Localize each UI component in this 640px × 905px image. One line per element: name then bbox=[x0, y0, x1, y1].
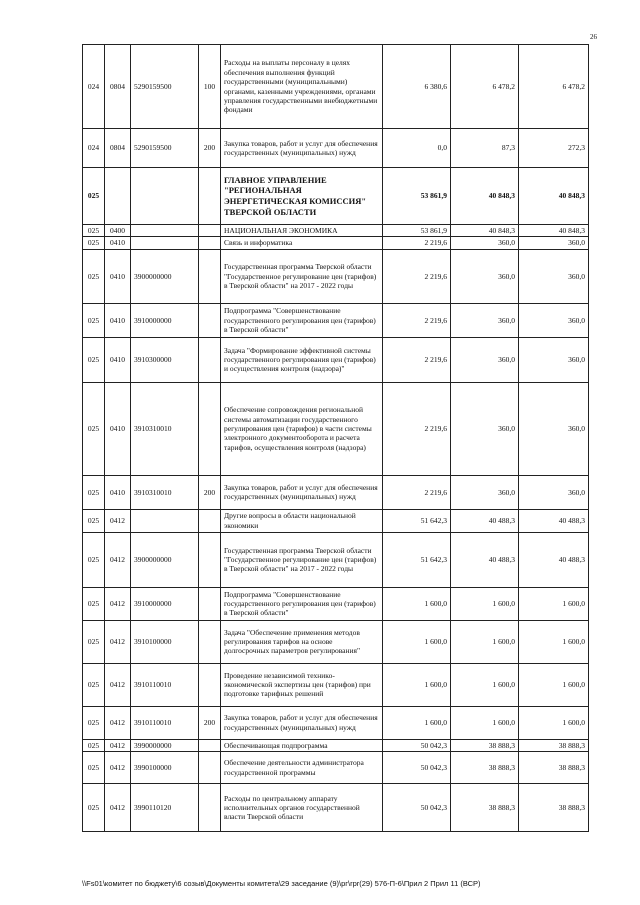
subsection-code-cell: 0412 bbox=[105, 532, 131, 587]
subsection-code-cell: 0412 bbox=[105, 663, 131, 706]
target-article-cell: 3990110120 bbox=[131, 784, 199, 832]
expense-type-cell bbox=[199, 225, 221, 237]
expense-type-cell: 100 bbox=[199, 45, 221, 129]
section-code-cell: 025 bbox=[83, 475, 105, 509]
amount-year3-cell: 6 478,2 bbox=[519, 45, 589, 129]
table-row bbox=[83, 303, 589, 337]
target-article-cell: 3910300000 bbox=[131, 337, 199, 382]
subsection-code-cell: 0412 bbox=[105, 752, 131, 784]
amount-year2-cell: 87,3 bbox=[451, 129, 519, 168]
subsection-code-cell: 0412 bbox=[105, 620, 131, 663]
table-row bbox=[83, 249, 589, 303]
target-article-cell: 3990000000 bbox=[131, 739, 199, 751]
subsection-code-cell: 0804 bbox=[105, 45, 131, 129]
item-name-cell: Расходы на выплаты персоналу в целях обеспечения выполнения функций государственными (муниципальными) органами, казенными учреждениями, органами управления государственными внебюджетными фондами bbox=[221, 45, 383, 129]
table-row bbox=[83, 706, 589, 739]
amount-year2-cell: 38 888,3 bbox=[451, 784, 519, 832]
item-name-cell: Государственная программа Тверской области "Государственное регулирование цен (тарифов) в Тверской области" на 2017 - 2022 годы bbox=[221, 532, 383, 587]
amount-year1-cell: 51 642,3 bbox=[383, 532, 451, 587]
expense-type-cell bbox=[199, 752, 221, 784]
table-row bbox=[83, 168, 589, 225]
table-body bbox=[83, 45, 589, 832]
section-code-cell: 025 bbox=[83, 168, 105, 225]
expense-type-cell bbox=[199, 739, 221, 751]
amount-year3-cell: 38 888,3 bbox=[519, 784, 589, 832]
amount-year2-cell: 40 848,3 bbox=[451, 225, 519, 237]
section-code-cell: 025 bbox=[83, 532, 105, 587]
section-code-cell: 025 bbox=[83, 663, 105, 706]
page-number: 26 bbox=[590, 33, 597, 41]
expense-type-cell: 200 bbox=[199, 475, 221, 509]
item-name-cell: Задача "Формирование эффективной системы государственного регулирования цен (тарифов) и осуществления контроля (надзора)" bbox=[221, 337, 383, 382]
amount-year2-cell: 38 888,3 bbox=[451, 739, 519, 751]
amount-year1-cell: 2 219,6 bbox=[383, 337, 451, 382]
subsection-code-cell: 0410 bbox=[105, 337, 131, 382]
target-article-cell: 5290159500 bbox=[131, 129, 199, 168]
subsection-code-cell: 0804 bbox=[105, 129, 131, 168]
target-article-cell: 3910100000 bbox=[131, 620, 199, 663]
target-article-cell bbox=[131, 225, 199, 237]
amount-year3-cell: 360,0 bbox=[519, 382, 589, 475]
target-article-cell: 3910000000 bbox=[131, 303, 199, 337]
amount-year1-cell: 2 219,6 bbox=[383, 303, 451, 337]
item-name-cell: Закупка товаров, работ и услуг для обеспечения государственных (муниципальных) нужд bbox=[221, 706, 383, 739]
item-name-cell: ГЛАВНОЕ УПРАВЛЕНИЕ "РЕГИОНАЛЬНАЯ ЭНЕРГЕТИЧЕСКАЯ КОМИССИЯ" ТВЕРСКОЙ ОБЛАСТИ bbox=[221, 168, 383, 225]
amount-year2-cell: 360,0 bbox=[451, 237, 519, 249]
amount-year1-cell: 1 600,0 bbox=[383, 706, 451, 739]
section-code-cell: 024 bbox=[83, 45, 105, 129]
amount-year1-cell: 50 042,3 bbox=[383, 752, 451, 784]
target-article-cell: 3900000000 bbox=[131, 249, 199, 303]
subsection-code-cell: 0410 bbox=[105, 475, 131, 509]
amount-year2-cell: 360,0 bbox=[451, 475, 519, 509]
section-code-cell: 025 bbox=[83, 587, 105, 620]
subsection-code-cell: 0410 bbox=[105, 237, 131, 249]
item-name-cell: Государственная программа Тверской области "Государственное регулирование цен (тарифов) в Тверской области" на 2017 - 2022 годы bbox=[221, 249, 383, 303]
expense-type-cell bbox=[199, 532, 221, 587]
amount-year2-cell: 38 888,3 bbox=[451, 752, 519, 784]
amount-year2-cell: 40 488,3 bbox=[451, 532, 519, 587]
subsection-code-cell bbox=[105, 168, 131, 225]
amount-year3-cell: 40 488,3 bbox=[519, 509, 589, 532]
amount-year2-cell: 1 600,0 bbox=[451, 706, 519, 739]
section-code-cell: 024 bbox=[83, 129, 105, 168]
amount-year3-cell: 40 848,3 bbox=[519, 225, 589, 237]
target-article-cell bbox=[131, 237, 199, 249]
target-article-cell: 3900000000 bbox=[131, 532, 199, 587]
table-row bbox=[83, 382, 589, 475]
amount-year3-cell: 360,0 bbox=[519, 237, 589, 249]
amount-year3-cell: 1 600,0 bbox=[519, 620, 589, 663]
section-code-cell: 025 bbox=[83, 706, 105, 739]
target-article-cell: 3910110010 bbox=[131, 663, 199, 706]
amount-year3-cell: 272,3 bbox=[519, 129, 589, 168]
subsection-code-cell: 0412 bbox=[105, 587, 131, 620]
subsection-code-cell: 0412 bbox=[105, 784, 131, 832]
expense-type-cell bbox=[199, 587, 221, 620]
table-row bbox=[83, 532, 589, 587]
item-name-cell: Закупка товаров, работ и услуг для обеспечения государственных (муниципальных) нужд bbox=[221, 475, 383, 509]
amount-year1-cell: 2 219,6 bbox=[383, 475, 451, 509]
subsection-code-cell: 0412 bbox=[105, 706, 131, 739]
item-name-cell: Связь и информатика bbox=[221, 237, 383, 249]
item-name-cell: Обеспечивающая подпрограмма bbox=[221, 739, 383, 751]
item-name-cell: Подпрограмма "Совершенствование государственного регулирования цен (тарифов) в Тверской области" bbox=[221, 303, 383, 337]
target-article-cell: 3910310010 bbox=[131, 382, 199, 475]
amount-year3-cell: 360,0 bbox=[519, 475, 589, 509]
amount-year3-cell: 38 888,3 bbox=[519, 739, 589, 751]
section-code-cell: 025 bbox=[83, 784, 105, 832]
footer-path: \\Fs01\комитет по бюджету\6 созыв\Документы комитета\29 заседание (9)\рг\rpr(29) 576-П-6\Прил 2 Прил 11 (ВСР) bbox=[82, 879, 481, 888]
budget-table bbox=[82, 44, 589, 832]
section-code-cell: 025 bbox=[83, 382, 105, 475]
amount-year1-cell: 50 042,3 bbox=[383, 739, 451, 751]
amount-year1-cell: 2 219,6 bbox=[383, 237, 451, 249]
item-name-cell: Обеспечение деятельности администратора государственной программы bbox=[221, 752, 383, 784]
subsection-code-cell: 0412 bbox=[105, 739, 131, 751]
expense-type-cell bbox=[199, 337, 221, 382]
item-name-cell: Закупка товаров, работ и услуг для обеспечения государственных (муниципальных) нужд bbox=[221, 129, 383, 168]
amount-year2-cell: 1 600,0 bbox=[451, 663, 519, 706]
amount-year1-cell: 6 380,6 bbox=[383, 45, 451, 129]
item-name-cell: Обеспечение сопровождения региональной системы автоматизации государственного регулирования цен (тарифов) в части системы электронного документооборота и расчета тарифов, осуществления контроля (надзора) bbox=[221, 382, 383, 475]
table-row bbox=[83, 475, 589, 509]
amount-year1-cell: 2 219,6 bbox=[383, 382, 451, 475]
amount-year3-cell: 40 488,3 bbox=[519, 532, 589, 587]
expense-type-cell: 200 bbox=[199, 129, 221, 168]
amount-year2-cell: 1 600,0 bbox=[451, 587, 519, 620]
section-code-cell: 025 bbox=[83, 225, 105, 237]
subsection-code-cell: 0410 bbox=[105, 249, 131, 303]
item-name-cell: Подпрограмма "Совершенствование государственного регулирования цен (тарифов) в Тверской области" bbox=[221, 587, 383, 620]
item-name-cell: НАЦИОНАЛЬНАЯ ЭКОНОМИКА bbox=[221, 225, 383, 237]
amount-year1-cell: 0,0 bbox=[383, 129, 451, 168]
amount-year3-cell: 38 888,3 bbox=[519, 752, 589, 784]
amount-year1-cell: 53 861,9 bbox=[383, 225, 451, 237]
expense-type-cell bbox=[199, 249, 221, 303]
expense-type-cell bbox=[199, 382, 221, 475]
subsection-code-cell: 0400 bbox=[105, 225, 131, 237]
amount-year1-cell: 1 600,0 bbox=[383, 663, 451, 706]
target-article-cell: 3910310010 bbox=[131, 475, 199, 509]
amount-year2-cell: 1 600,0 bbox=[451, 620, 519, 663]
section-code-cell: 025 bbox=[83, 752, 105, 784]
amount-year1-cell: 51 642,3 bbox=[383, 509, 451, 532]
target-article-cell: 3990100000 bbox=[131, 752, 199, 784]
item-name-cell: Проведение независимой технико-экономической экспертизы цен (тарифов) при подготовке тарифных решений bbox=[221, 663, 383, 706]
table-row bbox=[83, 45, 589, 129]
table-row bbox=[83, 337, 589, 382]
table-row bbox=[83, 225, 589, 237]
amount-year2-cell: 360,0 bbox=[451, 337, 519, 382]
amount-year2-cell: 360,0 bbox=[451, 303, 519, 337]
amount-year2-cell: 6 478,2 bbox=[451, 45, 519, 129]
amount-year2-cell: 360,0 bbox=[451, 382, 519, 475]
subsection-code-cell: 0410 bbox=[105, 382, 131, 475]
amount-year1-cell: 53 861,9 bbox=[383, 168, 451, 225]
amount-year3-cell: 360,0 bbox=[519, 337, 589, 382]
item-name-cell: Задача "Обеспечение применения методов регулирования тарифов на основе долгосрочных параметров регулирования" bbox=[221, 620, 383, 663]
amount-year3-cell: 1 600,0 bbox=[519, 706, 589, 739]
amount-year2-cell: 40 488,3 bbox=[451, 509, 519, 532]
amount-year2-cell: 360,0 bbox=[451, 249, 519, 303]
expense-type-cell bbox=[199, 237, 221, 249]
target-article-cell: 5290159500 bbox=[131, 45, 199, 129]
target-article-cell bbox=[131, 509, 199, 532]
amount-year1-cell: 1 600,0 bbox=[383, 620, 451, 663]
table-row bbox=[83, 129, 589, 168]
section-code-cell: 025 bbox=[83, 509, 105, 532]
amount-year3-cell: 40 848,3 bbox=[519, 168, 589, 225]
subsection-code-cell: 0412 bbox=[105, 509, 131, 532]
section-code-cell: 025 bbox=[83, 337, 105, 382]
table-row bbox=[83, 739, 589, 751]
expense-type-cell bbox=[199, 663, 221, 706]
table-row bbox=[83, 509, 589, 532]
expense-type-cell bbox=[199, 168, 221, 225]
amount-year1-cell: 50 042,3 bbox=[383, 784, 451, 832]
amount-year3-cell: 1 600,0 bbox=[519, 587, 589, 620]
amount-year3-cell: 360,0 bbox=[519, 249, 589, 303]
expense-type-cell bbox=[199, 620, 221, 663]
target-article-cell: 3910110010 bbox=[131, 706, 199, 739]
amount-year2-cell: 40 848,3 bbox=[451, 168, 519, 225]
target-article-cell bbox=[131, 168, 199, 225]
table-row bbox=[83, 587, 589, 620]
amount-year3-cell: 360,0 bbox=[519, 303, 589, 337]
expense-type-cell bbox=[199, 509, 221, 532]
table-row bbox=[83, 784, 589, 832]
section-code-cell: 025 bbox=[83, 249, 105, 303]
expense-type-cell: 200 bbox=[199, 706, 221, 739]
table-row bbox=[83, 752, 589, 784]
section-code-cell: 025 bbox=[83, 739, 105, 751]
table-row bbox=[83, 620, 589, 663]
table-row bbox=[83, 663, 589, 706]
amount-year1-cell: 1 600,0 bbox=[383, 587, 451, 620]
amount-year3-cell: 1 600,0 bbox=[519, 663, 589, 706]
target-article-cell: 3910000000 bbox=[131, 587, 199, 620]
expense-type-cell bbox=[199, 303, 221, 337]
amount-year1-cell: 2 219,6 bbox=[383, 249, 451, 303]
subsection-code-cell: 0410 bbox=[105, 303, 131, 337]
item-name-cell: Расходы по центральному аппарату исполнительных органов государственной власти Тверской области bbox=[221, 784, 383, 832]
section-code-cell: 025 bbox=[83, 237, 105, 249]
section-code-cell: 025 bbox=[83, 620, 105, 663]
item-name-cell: Другие вопросы в области национальной экономики bbox=[221, 509, 383, 532]
section-code-cell: 025 bbox=[83, 303, 105, 337]
expense-type-cell bbox=[199, 784, 221, 832]
table-row bbox=[83, 237, 589, 249]
